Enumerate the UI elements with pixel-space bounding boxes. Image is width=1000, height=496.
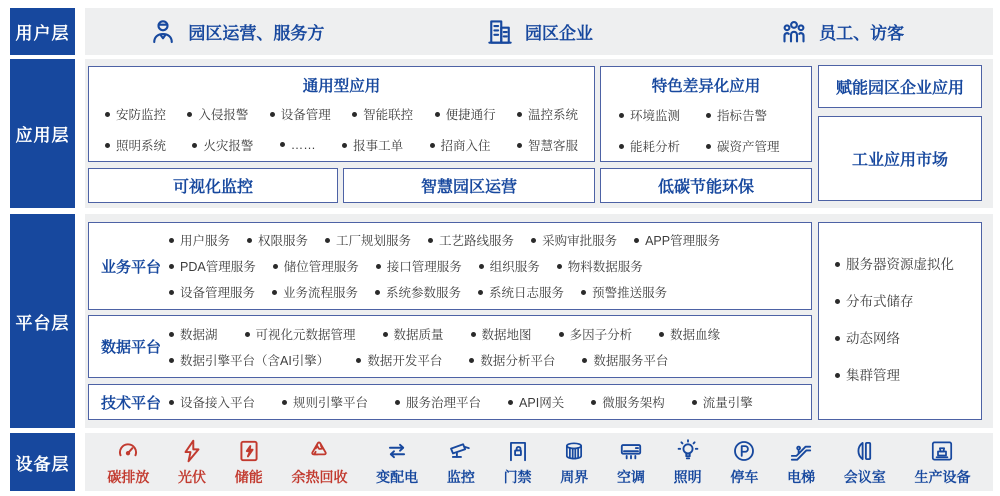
device-label: 光伏 xyxy=(178,468,207,485)
service-item: 储位管理服务 xyxy=(273,257,359,275)
service-item: 用户服务 xyxy=(169,231,230,249)
device-layer-row xyxy=(10,433,993,491)
lightning-icon xyxy=(179,438,205,464)
platform-layer-row xyxy=(10,214,993,428)
light-bulb-icon xyxy=(675,438,701,464)
business-platform-items xyxy=(169,231,811,301)
device-label: 余热回收 xyxy=(291,468,348,485)
infra-item: 集群管理 xyxy=(835,364,981,384)
business-row xyxy=(169,257,805,275)
app-item: 能耗分析 xyxy=(619,137,680,155)
general-apps-title: 通用型应用 xyxy=(302,78,381,95)
production-equipment-icon xyxy=(929,438,955,464)
service-item: API网关 xyxy=(508,393,564,411)
app-item: 招商入住 xyxy=(430,136,491,154)
data-platform-title: 数据平台 xyxy=(100,339,161,356)
user-group-visitors xyxy=(690,17,993,47)
service-item: 数据血缘 xyxy=(659,325,720,343)
service-item: 数据湖 xyxy=(169,325,218,343)
data-row xyxy=(169,351,805,369)
device-label: 碳排放 xyxy=(107,468,150,485)
service-item: 业务流程服务 xyxy=(272,283,358,301)
service-item: 设备管理服务 xyxy=(169,283,255,301)
service-item: 数据引擎平台（含AI引擎） xyxy=(169,351,329,369)
service-item: 工艺路线服务 xyxy=(428,231,514,249)
device-label: 监控 xyxy=(446,468,475,485)
user-group-enterprise xyxy=(388,17,691,47)
general-apps-row xyxy=(105,105,578,123)
device-label: 空调 xyxy=(616,468,645,485)
user-layer-row xyxy=(10,8,993,55)
tech-row xyxy=(169,393,805,411)
application-layer-label: 应用层 xyxy=(10,59,75,208)
service-person-icon xyxy=(148,17,178,47)
app-item: 智能联控 xyxy=(352,105,413,123)
service-item: 多因子分析 xyxy=(559,325,633,343)
business-platform-title: 业务平台 xyxy=(100,258,161,276)
service-item: 设备接入平台 xyxy=(169,393,255,411)
empower-enterprise-box: 赋能园区企业应用 xyxy=(818,65,982,108)
recycle-icon xyxy=(306,438,332,464)
general-apps-box xyxy=(88,66,595,162)
device-label: 生产设备 xyxy=(914,468,971,485)
device-item-meeting-room xyxy=(844,438,886,487)
service-item: 系统参数服务 xyxy=(375,283,461,301)
device-label: 停车 xyxy=(730,468,759,485)
device-item-power xyxy=(376,438,418,487)
device-label: 照明 xyxy=(673,468,702,485)
service-item: 系统日志服务 xyxy=(478,283,564,301)
tech-platform-title: 技术平台 xyxy=(100,394,161,412)
device-item-parking xyxy=(730,438,758,487)
app-item: 照明系统 xyxy=(105,136,166,154)
app-item: 智慧客服 xyxy=(517,136,578,154)
service-item: 微服务架构 xyxy=(591,393,665,411)
application-layer-row xyxy=(10,59,993,208)
app-item: 环境监测 xyxy=(619,106,680,124)
service-item: 规则引擎平台 xyxy=(282,393,368,411)
air-conditioner-icon xyxy=(618,438,644,464)
special-apps-row xyxy=(619,137,811,155)
service-item: 数据地图 xyxy=(471,325,532,343)
service-item: 权限服务 xyxy=(247,231,308,249)
user-layer-label: 用户层 xyxy=(10,8,75,55)
app-item: 安防监控 xyxy=(105,105,166,123)
app-item: …… xyxy=(280,138,316,152)
data-row xyxy=(169,325,805,343)
service-item: PDA管理服务 xyxy=(169,257,256,275)
device-layer-label: 设备层 xyxy=(10,433,75,491)
device-item-hvac xyxy=(617,438,645,487)
service-item: 数据质量 xyxy=(383,325,444,343)
industrial-app-market-box: 工业应用市场 xyxy=(818,116,982,201)
device-item-production xyxy=(914,438,970,487)
transfer-arrows-icon xyxy=(384,438,410,464)
user-group-label: 园区运营、服务方 xyxy=(188,24,325,43)
data-platform-box xyxy=(88,315,812,378)
device-label: 周界 xyxy=(560,468,589,485)
user-group-label: 园区企业 xyxy=(525,24,593,43)
tech-platform-items xyxy=(169,393,811,411)
service-item: 采购审批服务 xyxy=(531,231,617,249)
device-item-access xyxy=(504,438,532,487)
device-item-perimeter xyxy=(560,438,588,487)
special-apps-row xyxy=(619,106,811,124)
service-item: 服务治理平台 xyxy=(395,393,481,411)
general-apps-items xyxy=(89,96,594,154)
device-item-pv xyxy=(178,438,206,487)
low-carbon-box: 低碳节能环保 xyxy=(600,168,812,203)
application-layer-content xyxy=(85,59,993,208)
special-apps-box xyxy=(600,66,812,162)
service-item: 预警推送服务 xyxy=(581,283,667,301)
service-item: 组织服务 xyxy=(479,257,540,275)
device-label: 门禁 xyxy=(503,468,532,485)
user-layer-content xyxy=(85,8,993,55)
device-item-heat-recovery xyxy=(291,438,347,487)
infrastructure-box xyxy=(818,222,982,420)
device-label: 变配电 xyxy=(376,468,419,485)
meeting-room-icon xyxy=(852,438,878,464)
platform-layer-label: 平台层 xyxy=(10,214,75,428)
app-item: 温控系统 xyxy=(517,105,578,123)
service-item: 流量引擎 xyxy=(692,393,753,411)
people-group-icon xyxy=(779,17,809,47)
device-item-carbon xyxy=(107,438,149,487)
device-label: 储能 xyxy=(234,468,263,485)
building-icon xyxy=(485,17,515,47)
app-item: 入侵报警 xyxy=(187,105,248,123)
infra-item: 分布式储存 xyxy=(835,290,981,310)
door-lock-icon xyxy=(505,438,531,464)
service-item: 数据分析平台 xyxy=(469,351,555,369)
app-item: 报事工单 xyxy=(342,136,403,154)
platform-layer-content xyxy=(85,214,993,428)
service-item: 数据服务平台 xyxy=(582,351,668,369)
parking-icon xyxy=(731,438,757,464)
device-label: 会议室 xyxy=(843,468,886,485)
infra-item: 服务器资源虚拟化 xyxy=(835,253,981,273)
device-layer-content xyxy=(85,433,993,491)
smart-park-operation-box: 智慧园区运营 xyxy=(343,168,595,203)
device-item-lighting xyxy=(674,438,702,487)
general-apps-row xyxy=(105,136,578,154)
service-item: APP管理服务 xyxy=(634,231,720,249)
visual-monitoring-box: 可视化监控 xyxy=(88,168,338,203)
app-item: 火灾报警 xyxy=(192,136,253,154)
perimeter-fence-icon xyxy=(561,438,587,464)
infra-item: 动态网络 xyxy=(835,327,981,347)
service-item: 工厂规划服务 xyxy=(325,231,411,249)
app-item: 指标告警 xyxy=(706,106,767,124)
app-item: 碳资产管理 xyxy=(706,137,780,155)
device-label: 电梯 xyxy=(787,468,816,485)
special-apps-title: 特色差异化应用 xyxy=(651,78,761,95)
device-item-elevator xyxy=(787,438,815,487)
device-item-monitoring xyxy=(447,438,475,487)
device-item-storage xyxy=(235,438,263,487)
business-platform-box xyxy=(88,222,812,310)
business-row xyxy=(169,231,805,249)
special-apps-items xyxy=(601,96,811,155)
app-item: 设备管理 xyxy=(270,105,331,123)
escalator-icon xyxy=(788,438,814,464)
user-group-operator xyxy=(85,17,388,47)
service-item: 物料数据服务 xyxy=(557,257,643,275)
data-platform-items xyxy=(169,325,811,369)
app-item: 便捷通行 xyxy=(435,105,496,123)
tech-platform-box xyxy=(88,384,812,420)
battery-storage-icon xyxy=(236,438,262,464)
service-item: 可视化元数据管理 xyxy=(245,325,356,343)
service-item: 数据开发平台 xyxy=(356,351,442,369)
gauge-icon xyxy=(115,438,141,464)
service-item: 接口管理服务 xyxy=(376,257,462,275)
user-group-label: 员工、访客 xyxy=(819,24,905,43)
cctv-camera-icon xyxy=(448,438,474,464)
business-row xyxy=(169,283,805,301)
